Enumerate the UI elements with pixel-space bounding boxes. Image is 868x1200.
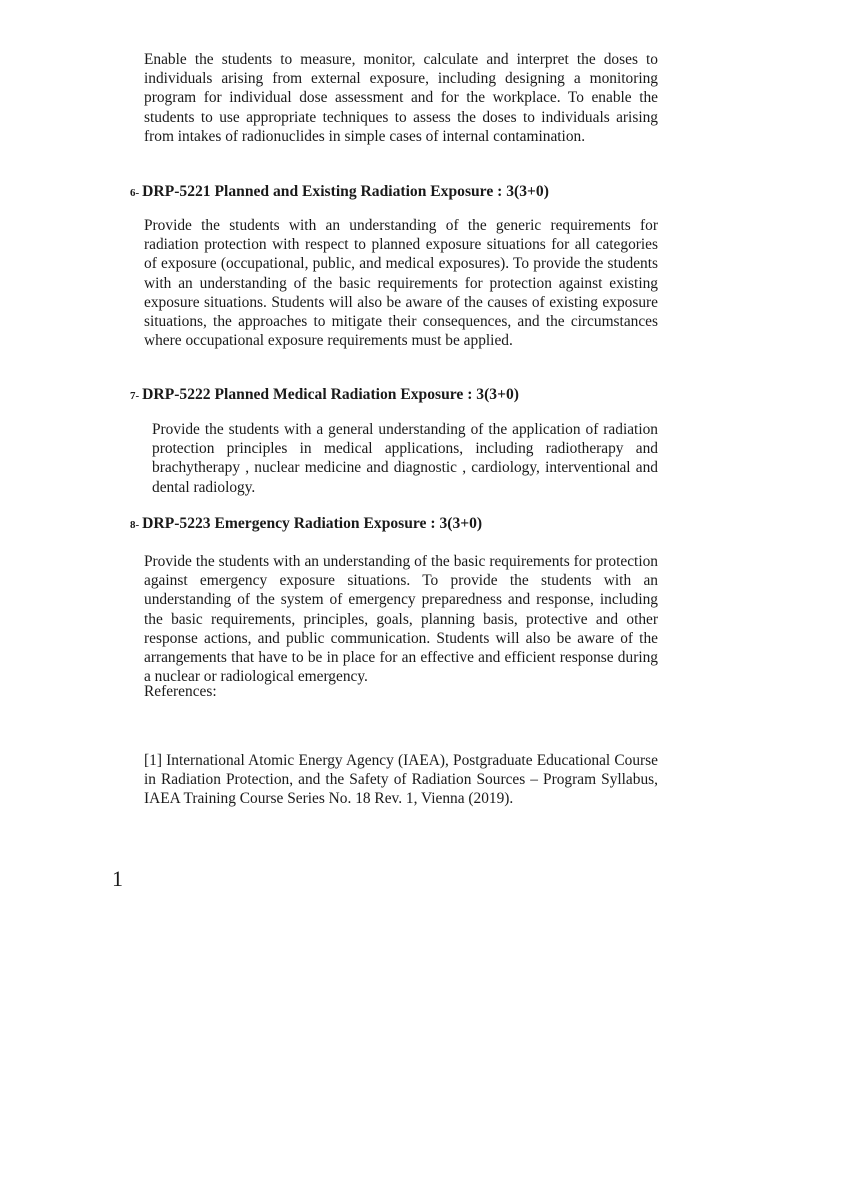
intro-paragraph: Enable the students to measure, monitor, calculate and interpret the doses to individuals arising from external exposure, including designing a monitoring program for individual dose assessment and for the workplace. To enable the students to use appropriate techniques to assess the doses to individuals arising from intakes of radionuclides in simple cases of internal contamination. bbox=[144, 51, 658, 145]
section-title: DRP-5222 Planned Medical Radiation Exposure : 3(3+0) bbox=[142, 386, 519, 403]
section-heading-7 bbox=[130, 385, 519, 406]
page-number: 1 bbox=[112, 866, 123, 891]
section-title: DRP-5221 Planned and Existing Radiation Exposure : 3(3+0) bbox=[142, 183, 549, 200]
section-number: 6- bbox=[130, 187, 140, 199]
section-description-7: Provide the students with a general understanding of the application of radiation protection principles in medical applications, including radiotherapy and brachytherapy , nuclear medicine and diagnostic , cardiology, interventional and dental radiology. bbox=[152, 421, 658, 496]
references-label: References: bbox=[144, 683, 217, 700]
section-heading-8 bbox=[130, 514, 482, 535]
section-title: DRP-5223 Emergency Radiation Exposure : 3(3+0) bbox=[142, 515, 483, 532]
section-description-6: Provide the students with an understanding of the generic requirements for radiation protection with respect to planned exposure situations for all categories of exposure (occupational, public, and medical exposures). To provide the students with an understanding of the basic requirements for protection against existing exposure situations. Students will also be aware of the causes of existing exposure situations, the approaches to mitigate their consequences, and the circumstances where occupational exposure requirements must be applied. bbox=[144, 217, 658, 350]
section-number: 7- bbox=[130, 390, 140, 402]
section-description-8: Provide the students with an understanding of the basic requirements for protection against emergency exposure situations. To provide the students with an understanding of the system of emergency preparedness and response, including the basic requirements, principles, goals, planning basis, protective and other response actions, and public communication. Students will also be aware of the arrangements that have to be in place for an effective and efficient response during a nuclear or radiological emergency. bbox=[144, 553, 658, 686]
section-heading-6 bbox=[130, 182, 549, 203]
section-number: 8- bbox=[130, 519, 140, 531]
reference-item: [1] International Atomic Energy Agency (IAEA), Postgraduate Educational Course in Radiation Protection, and the Safety of Radiation Sources – Program Syllabus, IAEA Training Course Series No. 18 Rev. 1, Vienna (2019). bbox=[144, 752, 658, 808]
